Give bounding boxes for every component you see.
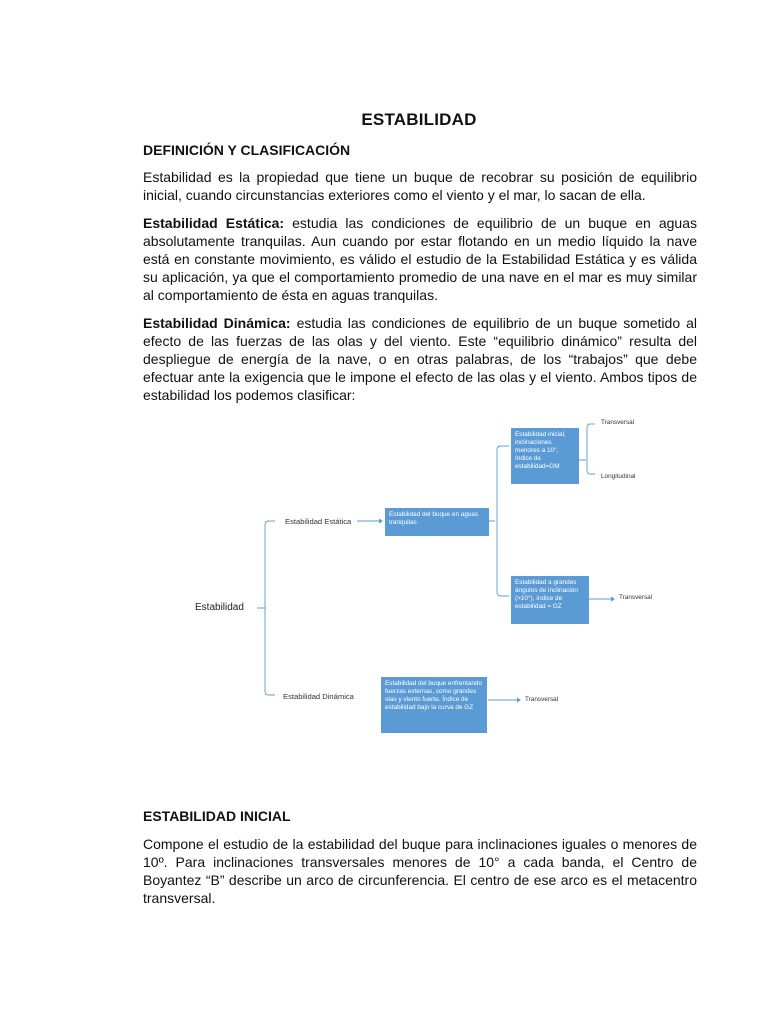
paragraph-estatica: [143, 214, 697, 304]
classification-diagram: [183, 412, 655, 742]
leaf-transversal-large: Transversal: [619, 594, 653, 601]
paragraph-inicial: Compone el estudio de la estabilidad del buque para inclinaciones iguales o menores de 10º. Para inclinaciones transversales menores de 10° a cada banda, el Centro de Boyantez “B” describe un arco de circunferencia. El centro de ese arco es el metacentro transversal.: [143, 836, 697, 906]
paragraph-definicion: Estabilidad es la propiedad que tiene un buque de recobrar su posición de equilibrio inicial, cuando circunstancias exteriores como el viento y el mar, lo sacan de ella.: [143, 169, 697, 203]
diagram-static-label: Estabilidad Estática: [285, 517, 352, 526]
box-initial-stability: Estabilidad inicial, inclinaciones menores a 10°, índice de estabilidad=GM: [511, 428, 579, 484]
leaf-transversal-dynamic: Transversal: [525, 696, 559, 703]
arrow-head: [379, 519, 383, 524]
term-estatica: Estabilidad Estática:: [143, 215, 285, 231]
box-static-stability: Estabilidad del buque en aguas tranquilas: [385, 508, 489, 536]
leaf-longitudinal: Longitudinal: [601, 473, 636, 480]
diagram-dynamic-label: Estabilidad Dinámica: [283, 692, 354, 701]
arrow-head: [611, 597, 615, 602]
arrow-head: [517, 698, 521, 703]
page-title: ESTABILIDAD: [361, 110, 477, 129]
box-large-angle-stability: Estabilidad a grandes ángulos de inclinación (>10°), índice de estabilidad = GZ: [511, 576, 589, 624]
section-heading-definicion: DEFINICIÓN Y CLASIFICACIÓN: [143, 142, 351, 158]
section-heading-inicial: ESTABILIDAD INICIAL: [143, 808, 291, 824]
text-dinamica: estudia las condiciones de equilibrio de un buque sometido al efecto de las fuerzas de las olas y del viento. Este “equilibrio dinámico” resulta del despliegue de energía de la nave, o en otras palabras, de los “trabajos” que debe efectuar ante la exigencia que le impone el efecto de las olas y el viento. Ambos tipos de estabilidad los podemos clasificar:: [143, 315, 698, 403]
leaf-transversal-initial: Transversal: [601, 419, 635, 426]
diagram-root-label: Estabilidad: [195, 602, 244, 613]
paragraph-dinamica: [143, 314, 697, 404]
box-dynamic-stability: Estabilidad del buque enfrentando fuerzas externas, como grandes olas y viento fuerte. Índice de estabilidad bajo la curva de GZ: [381, 677, 487, 733]
term-dinamica: Estabilidad Dinámica:: [143, 315, 291, 331]
text-estatica: estudia las condiciones de equilibrio de un buque en aguas absolutamente tranquilas. Aun cuando por estar flotando en un medio líquido la nave está en constante movimiento, es válido el estudio de la Estabilidad Estática y es válida su aplicación, ya que el comportamiento promedio de una nave en el mar es muy similar al comportamiento de ésta en aguas tranquilas.: [143, 215, 697, 303]
